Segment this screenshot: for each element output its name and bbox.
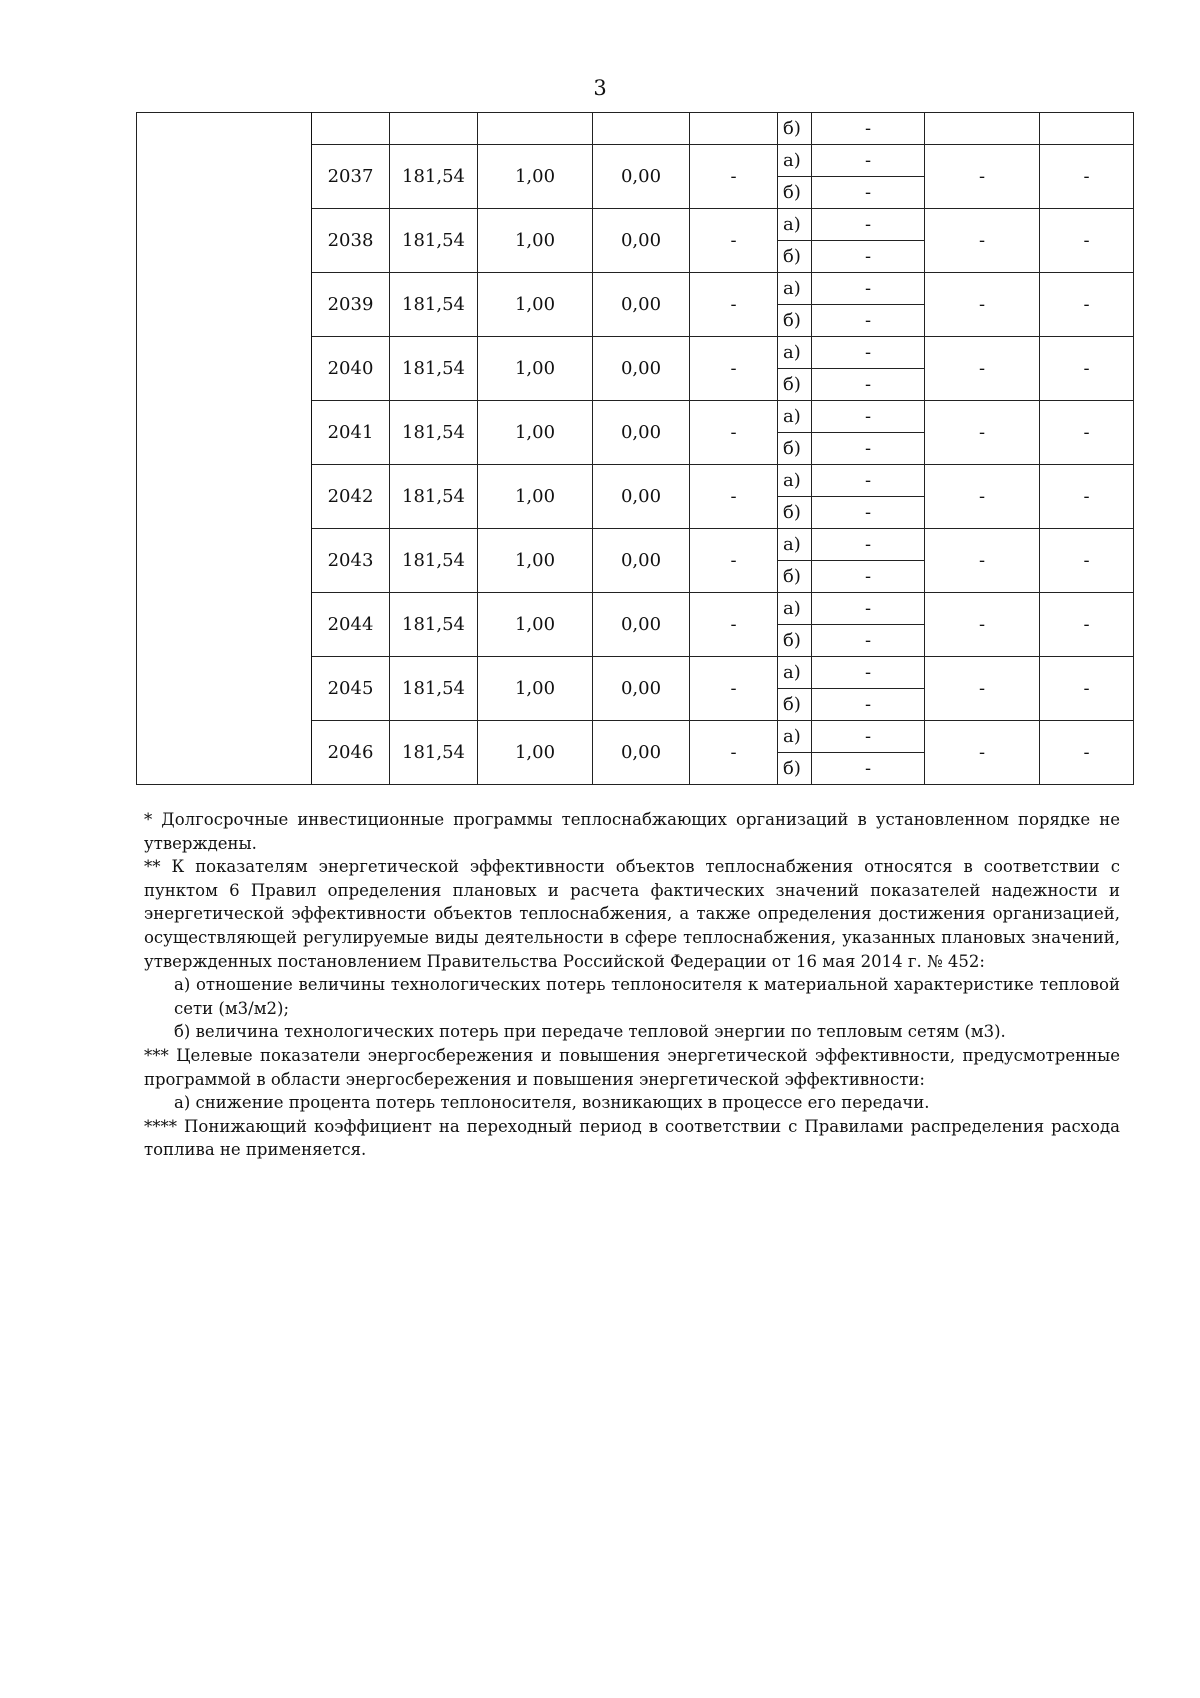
- empty-cell: [1040, 113, 1134, 145]
- sub-label: б): [778, 689, 812, 721]
- value-cell: -: [690, 145, 778, 209]
- sub-label: б): [778, 497, 812, 529]
- value-cell: -: [925, 593, 1040, 657]
- page-number: 3: [593, 76, 607, 100]
- sub-value: -: [812, 369, 925, 401]
- value-cell: -: [690, 273, 778, 337]
- value-cell: 0,00: [593, 593, 690, 657]
- sub-value: -: [812, 625, 925, 657]
- sub-label: а): [778, 529, 812, 561]
- sub-label: а): [778, 209, 812, 241]
- value-cell: 1,00: [478, 529, 593, 593]
- empty-cell: [925, 113, 1040, 145]
- sub-value: -: [812, 177, 925, 209]
- value-cell: 0,00: [593, 273, 690, 337]
- year-cell: 2041: [312, 401, 390, 465]
- sub-label: б): [778, 241, 812, 273]
- year-cell: 2043: [312, 529, 390, 593]
- table-row: [137, 113, 1134, 145]
- sub-value: -: [812, 753, 925, 785]
- sub-label: б): [778, 369, 812, 401]
- value-cell: -: [690, 337, 778, 401]
- value-cell: 0,00: [593, 145, 690, 209]
- value-cell: -: [1040, 657, 1134, 721]
- value-cell: 1,00: [478, 337, 593, 401]
- footnote-paragraph: * Долгосрочные инвестиционные программы теплоснабжающих организаций в установленном порядке не утверждены.: [144, 810, 1120, 853]
- value-cell: -: [690, 465, 778, 529]
- sub-value: -: [812, 241, 925, 273]
- value-cell: 0,00: [593, 657, 690, 721]
- value-cell: -: [925, 401, 1040, 465]
- sub-label: б): [778, 113, 812, 145]
- value-cell: -: [925, 145, 1040, 209]
- year-cell: 2040: [312, 337, 390, 401]
- value-cell: -: [925, 465, 1040, 529]
- year-cell: 2039: [312, 273, 390, 337]
- value-cell: 181,54: [390, 145, 478, 209]
- sub-value: -: [812, 401, 925, 433]
- value-cell: 0,00: [593, 721, 690, 785]
- sub-label: а): [778, 273, 812, 305]
- footnote-paragraph: *** Целевые показатели энергосбережения и повышения энергетической эффективности, предусмотренные программой в области энергосбережения и повышения энергетической эффективности:: [144, 1045, 1120, 1089]
- value-cell: -: [1040, 145, 1134, 209]
- footnote-paragraph: **** Понижающий коэффициент на переходный период в соответствии с Правилами распределения расхода топлива не применяется.: [144, 1116, 1120, 1160]
- sub-label: а): [778, 401, 812, 433]
- value-cell: 0,00: [593, 465, 690, 529]
- value-cell: -: [1040, 273, 1134, 337]
- value-cell: 181,54: [390, 337, 478, 401]
- value-cell: -: [690, 593, 778, 657]
- value-cell: -: [925, 273, 1040, 337]
- value-cell: 1,00: [478, 401, 593, 465]
- sub-value: -: [812, 273, 925, 305]
- sub-value: -: [812, 657, 925, 689]
- sub-value: -: [812, 497, 925, 529]
- footnote-paragraph: б) величина технологических потерь при передаче тепловой энергии по тепловым сетям (м3).: [174, 1022, 1006, 1042]
- year-cell: 2042: [312, 465, 390, 529]
- sub-label: б): [778, 305, 812, 337]
- sub-value: -: [812, 113, 925, 145]
- empty-cell: [478, 113, 593, 145]
- indicators-table: [136, 112, 1134, 785]
- value-cell: 181,54: [390, 529, 478, 593]
- sub-value: -: [812, 209, 925, 241]
- sub-value: -: [812, 465, 925, 497]
- sub-value: -: [812, 433, 925, 465]
- sub-value: -: [812, 689, 925, 721]
- value-cell: 181,54: [390, 401, 478, 465]
- empty-cell: [390, 113, 478, 145]
- sub-label: б): [778, 177, 812, 209]
- value-cell: -: [925, 529, 1040, 593]
- sub-value: -: [812, 337, 925, 369]
- value-cell: 1,00: [478, 721, 593, 785]
- value-cell: -: [1040, 337, 1134, 401]
- sub-label: б): [778, 753, 812, 785]
- value-cell: -: [690, 209, 778, 273]
- footnote-paragraph: а) отношение величины технологических потерь теплоносителя к материальной характеристике тепловой сети (м3/м2);: [174, 975, 1120, 1018]
- empty-cell: [312, 113, 390, 145]
- footnote-paragraph: ** К показателям энергетической эффективности объектов теплоснабжения относятся в соответствии с пунктом 6 Правил определения плановых и расчета фактических значений показателей надежности и энергетической эффективности объектов теплоснабжения, а также определения достижения организацией, осуществляющей регулируемые виды деятельности в сфере теплоснабжения, указанных плановых значений, утвержденных постановлением Правительства Российской Федерации от 16 мая 2014 г. № 452:: [144, 857, 1120, 971]
- value-cell: -: [1040, 209, 1134, 273]
- value-cell: 181,54: [390, 721, 478, 785]
- value-cell: -: [1040, 721, 1134, 785]
- value-cell: 1,00: [478, 593, 593, 657]
- value-cell: 181,54: [390, 273, 478, 337]
- value-cell: -: [925, 657, 1040, 721]
- sub-label: б): [778, 433, 812, 465]
- value-cell: -: [1040, 593, 1134, 657]
- value-cell: 181,54: [390, 657, 478, 721]
- value-cell: 0,00: [593, 529, 690, 593]
- year-cell: 2045: [312, 657, 390, 721]
- value-cell: -: [925, 337, 1040, 401]
- sub-label: б): [778, 561, 812, 593]
- empty-cell: [690, 113, 778, 145]
- value-cell: 1,00: [478, 657, 593, 721]
- footnotes: [144, 808, 1120, 1162]
- sub-value: -: [812, 561, 925, 593]
- sub-value: -: [812, 593, 925, 625]
- value-cell: 1,00: [478, 273, 593, 337]
- value-cell: -: [690, 721, 778, 785]
- value-cell: -: [1040, 401, 1134, 465]
- value-cell: 0,00: [593, 337, 690, 401]
- footnote-paragraph: а) снижение процента потерь теплоносителя, возникающих в процессе его передачи.: [174, 1093, 930, 1113]
- sub-label: а): [778, 465, 812, 497]
- value-cell: 181,54: [390, 209, 478, 273]
- value-cell: -: [1040, 465, 1134, 529]
- value-cell: -: [690, 657, 778, 721]
- year-cell: 2037: [312, 145, 390, 209]
- sub-label: а): [778, 145, 812, 177]
- object-cell: [137, 113, 312, 785]
- value-cell: 1,00: [478, 465, 593, 529]
- value-cell: 0,00: [593, 401, 690, 465]
- value-cell: 1,00: [478, 145, 593, 209]
- sub-label: а): [778, 337, 812, 369]
- value-cell: -: [925, 721, 1040, 785]
- sub-label: б): [778, 625, 812, 657]
- sub-value: -: [812, 721, 925, 753]
- empty-cell: [593, 113, 690, 145]
- value-cell: -: [690, 529, 778, 593]
- value-cell: -: [925, 209, 1040, 273]
- sub-label: а): [778, 657, 812, 689]
- sub-value: -: [812, 529, 925, 561]
- value-cell: 1,00: [478, 209, 593, 273]
- sub-label: а): [778, 593, 812, 625]
- sub-value: -: [812, 145, 925, 177]
- sub-value: -: [812, 305, 925, 337]
- value-cell: -: [690, 401, 778, 465]
- year-cell: 2038: [312, 209, 390, 273]
- value-cell: 0,00: [593, 209, 690, 273]
- value-cell: 181,54: [390, 593, 478, 657]
- year-cell: 2046: [312, 721, 390, 785]
- year-cell: 2044: [312, 593, 390, 657]
- value-cell: -: [1040, 529, 1134, 593]
- sub-label: а): [778, 721, 812, 753]
- value-cell: 181,54: [390, 465, 478, 529]
